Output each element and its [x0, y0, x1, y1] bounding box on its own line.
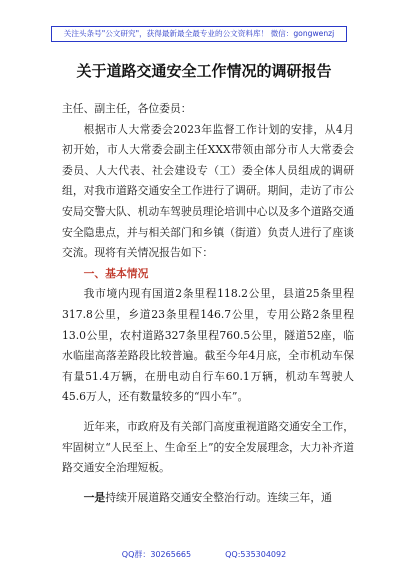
section-heading: 一、基本情况 [83, 266, 149, 280]
progress-paragraph: 近年来，市政府及有关部门高度重视道路交通安全工作，牢固树立“人民至上、生命至上”的安全发展理念，大力补齐道路交通安全治理短板。 [62, 419, 354, 475]
document-title: 关于道路交通安全工作情况的调研报告 [76, 62, 332, 80]
promo-banner: 关注头条号"公文研究"，获得最新最全最专业的公文资料库！ 微信：gongwenzj [51, 26, 347, 42]
point-one-label: 一是 [83, 490, 106, 504]
contact-footer [0, 549, 408, 560]
document-body [62, 99, 354, 508]
qq-group: QQ群：30265665 [121, 550, 192, 559]
intro-paragraph: 根据市人大常委会2023年监督工作计划的安排，从4月初开始，市人大常委会副主任XXX带领由部分市人大常委会委员、人大代表、社会建设专（工）委全体人员组成的调研组，对我市道路交通安全工作进行了调研。期间，走访了市公安局交警大队、机动车驾驶员理论培训中心以及多个道路交通安全隐患点，并与相关部门和乡镇（街道）负责人进行了座谈交流。现将有关情况报告如下： [62, 122, 354, 260]
basic-info-paragraph: 我市境内现有国道2条里程118.2公里，县道25条里程317.8公里，乡道23条里程146.7公里，专用公路2条里程13.0公里，农村道路327条里程760.5公里，隧道52座，临水临崖高落差路段比较普遍。截至今年4月底，全市机动车保有量51.4万辆，在册电动自行车60.1万辆，机动车驾驶人45.6万人，还有数量较多的“四小车”。 [62, 287, 354, 404]
point-one-text: 持续开展道路交通安全整治行动。连续三年，通 [105, 490, 332, 504]
qq-number: QQ:535304092 [225, 550, 287, 559]
point-one-paragraph [62, 488, 354, 509]
salutation: 主任、副主任，各位委员： [62, 102, 192, 115]
